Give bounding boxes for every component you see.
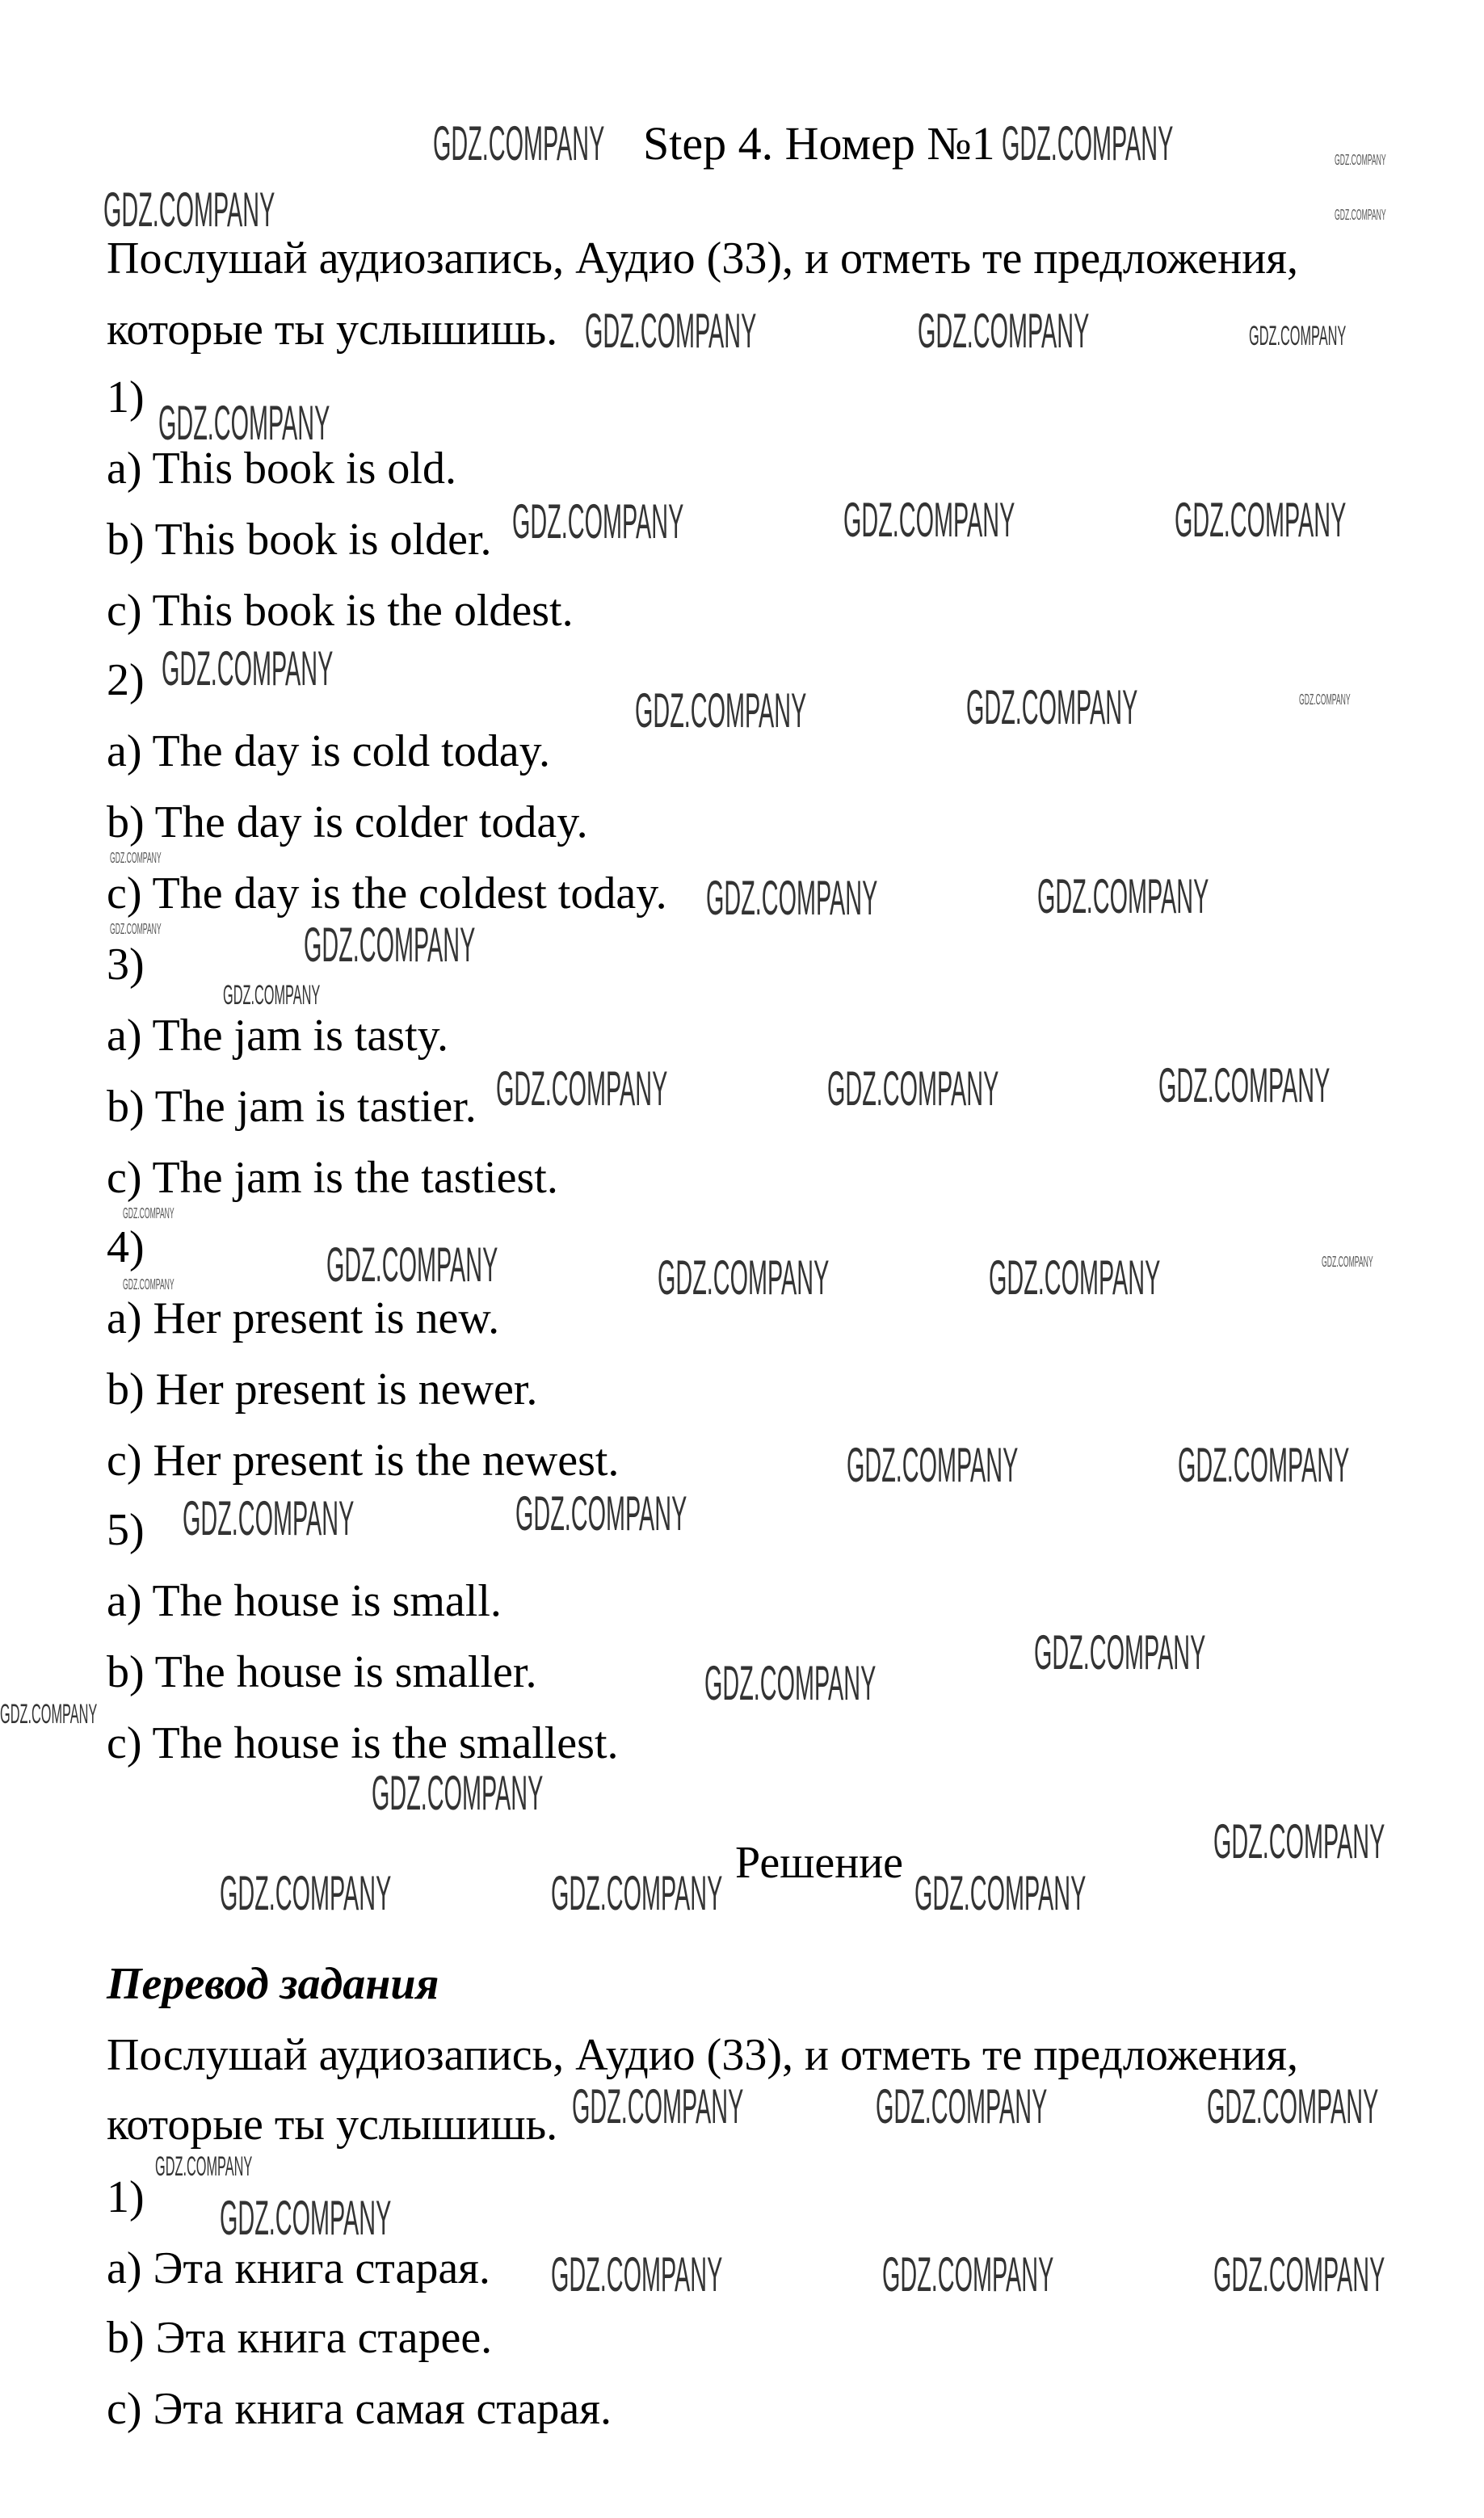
watermark-text: GDZ.COMPANY bbox=[223, 980, 321, 1011]
watermark-text: GDZ.COMPANY bbox=[585, 304, 757, 358]
task-option-b: b) Her present is newer. bbox=[107, 1364, 538, 1415]
watermark-text: GDZ.COMPANY bbox=[155, 2151, 253, 2182]
watermark-text: GDZ.COMPANY bbox=[706, 871, 878, 925]
watermark-text: GDZ.COMPANY bbox=[220, 2191, 392, 2245]
watermark-text: GDZ.COMPANY bbox=[183, 1491, 355, 1545]
watermark-text: GDZ.COMPANY bbox=[123, 1276, 174, 1293]
watermark-text: GDZ.COMPANY bbox=[1207, 2079, 1379, 2133]
watermark-text: GDZ.COMPANY bbox=[966, 680, 1138, 734]
watermark-text: GDZ.COMPANY bbox=[1158, 1058, 1331, 1112]
watermark-text: GDZ.COMPANY bbox=[1335, 152, 1386, 168]
translation-line-1: Послушай аудиозапись, Аудио (33), и отметь те предложения, bbox=[107, 2030, 1298, 2080]
watermark-text: GDZ.COMPANY bbox=[635, 683, 807, 738]
watermark-text: GDZ.COMPANY bbox=[827, 1061, 999, 1116]
watermark-text: GDZ.COMPANY bbox=[515, 1486, 687, 1541]
watermark-text: GDZ.COMPANY bbox=[843, 493, 1015, 547]
watermark-text: GDZ.COMPANY bbox=[433, 116, 605, 170]
watermark-text: GDZ.COMPANY bbox=[162, 641, 334, 696]
translation-item-number: 1) bbox=[107, 2172, 145, 2222]
watermark-text: GDZ.COMPANY bbox=[551, 1866, 723, 1920]
task-option-a: a) Her present is new. bbox=[107, 1293, 500, 1343]
watermark-text: GDZ.COMPANY bbox=[1299, 692, 1351, 708]
task-option-c: c) The jam is the tastiest. bbox=[107, 1153, 558, 1203]
watermark-text: GDZ.COMPANY bbox=[110, 921, 162, 937]
watermark-text: GDZ.COMPANY bbox=[0, 1699, 98, 1730]
watermark-text: GDZ.COMPANY bbox=[123, 1205, 174, 1221]
task-item-number: 1) bbox=[107, 372, 145, 422]
solution-heading: Решение bbox=[735, 1838, 904, 1888]
task-option-c: c) The house is the smallest. bbox=[107, 1718, 619, 1768]
task-option-b: b) This book is older. bbox=[107, 515, 492, 565]
watermark-text: GDZ.COMPANY bbox=[1335, 207, 1386, 223]
task-instruction-line-1: Послушай аудиозапись, Аудио (33), и отметь те предложения, bbox=[107, 233, 1298, 284]
watermark-text: GDZ.COMPANY bbox=[1249, 321, 1347, 351]
task-item-number: 3) bbox=[107, 940, 145, 990]
translation-heading: Перевод задания bbox=[107, 1959, 439, 2009]
watermark-text: GDZ.COMPANY bbox=[918, 304, 1090, 358]
task-option-a: a) The house is small. bbox=[107, 1576, 502, 1626]
translation-option-c: c) Эта книга самая старая. bbox=[107, 2384, 612, 2434]
watermark-text: GDZ.COMPANY bbox=[512, 494, 684, 549]
watermark-text: GDZ.COMPANY bbox=[1322, 1254, 1373, 1270]
watermark-text: GDZ.COMPANY bbox=[1175, 493, 1347, 547]
watermark-text: GDZ.COMPANY bbox=[1213, 2247, 1385, 2302]
watermark-text: GDZ.COMPANY bbox=[326, 1238, 498, 1292]
watermark-text: GDZ.COMPANY bbox=[1037, 869, 1209, 923]
watermark-text: GDZ.COMPANY bbox=[847, 1438, 1019, 1492]
watermark-text: GDZ.COMPANY bbox=[1034, 1625, 1206, 1679]
watermark-text: GDZ.COMPANY bbox=[110, 850, 162, 866]
task-item-number: 2) bbox=[107, 655, 145, 705]
watermark-text: GDZ.COMPANY bbox=[103, 183, 275, 237]
task-item-number: 4) bbox=[107, 1222, 145, 1272]
task-item-number: 5) bbox=[107, 1505, 145, 1555]
task-option-a: a) This book is old. bbox=[107, 443, 456, 494]
watermark-text: GDZ.COMPANY bbox=[876, 2079, 1048, 2133]
task-option-b: b) The jam is tastier. bbox=[107, 1082, 477, 1132]
watermark-text: GDZ.COMPANY bbox=[1002, 116, 1174, 170]
translation-option-a: a) Эта книга старая. bbox=[107, 2243, 490, 2293]
task-option-b: b) The house is smaller. bbox=[107, 1647, 537, 1697]
watermark-text: GDZ.COMPANY bbox=[1213, 1814, 1385, 1869]
task-instruction-line-2: которые ты услышишь. bbox=[107, 305, 558, 355]
watermark-text: GDZ.COMPANY bbox=[304, 918, 476, 972]
translation-line-2: которые ты услышишь. bbox=[107, 2100, 558, 2150]
watermark-text: GDZ.COMPANY bbox=[1178, 1438, 1350, 1492]
task-option-c: c) The day is the coldest today. bbox=[107, 868, 667, 919]
watermark-text: GDZ.COMPANY bbox=[914, 1866, 1087, 1920]
watermark-text: GDZ.COMPANY bbox=[551, 2247, 723, 2302]
watermark-text: GDZ.COMPANY bbox=[572, 2079, 744, 2133]
watermark-text: GDZ.COMPANY bbox=[372, 1766, 544, 1820]
watermark-text: GDZ.COMPANY bbox=[496, 1061, 668, 1116]
task-option-c: c) This book is the oldest. bbox=[107, 586, 574, 636]
watermark-text: GDZ.COMPANY bbox=[989, 1251, 1161, 1305]
watermark-text: GDZ.COMPANY bbox=[220, 1866, 392, 1920]
task-option-a: a) The day is cold today. bbox=[107, 726, 550, 776]
watermark-text: GDZ.COMPANY bbox=[158, 396, 330, 450]
watermark-text: GDZ.COMPANY bbox=[704, 1656, 877, 1710]
watermark-text: GDZ.COMPANY bbox=[882, 2247, 1054, 2302]
page-title: Step 4. Номер №1 bbox=[643, 117, 995, 170]
task-option-a: a) The jam is tasty. bbox=[107, 1011, 449, 1061]
task-option-b: b) The day is colder today. bbox=[107, 797, 588, 847]
translation-option-b: b) Эта книга старее. bbox=[107, 2313, 493, 2363]
watermark-text: GDZ.COMPANY bbox=[658, 1251, 830, 1305]
task-option-c: c) Her present is the newest. bbox=[107, 1436, 620, 1486]
